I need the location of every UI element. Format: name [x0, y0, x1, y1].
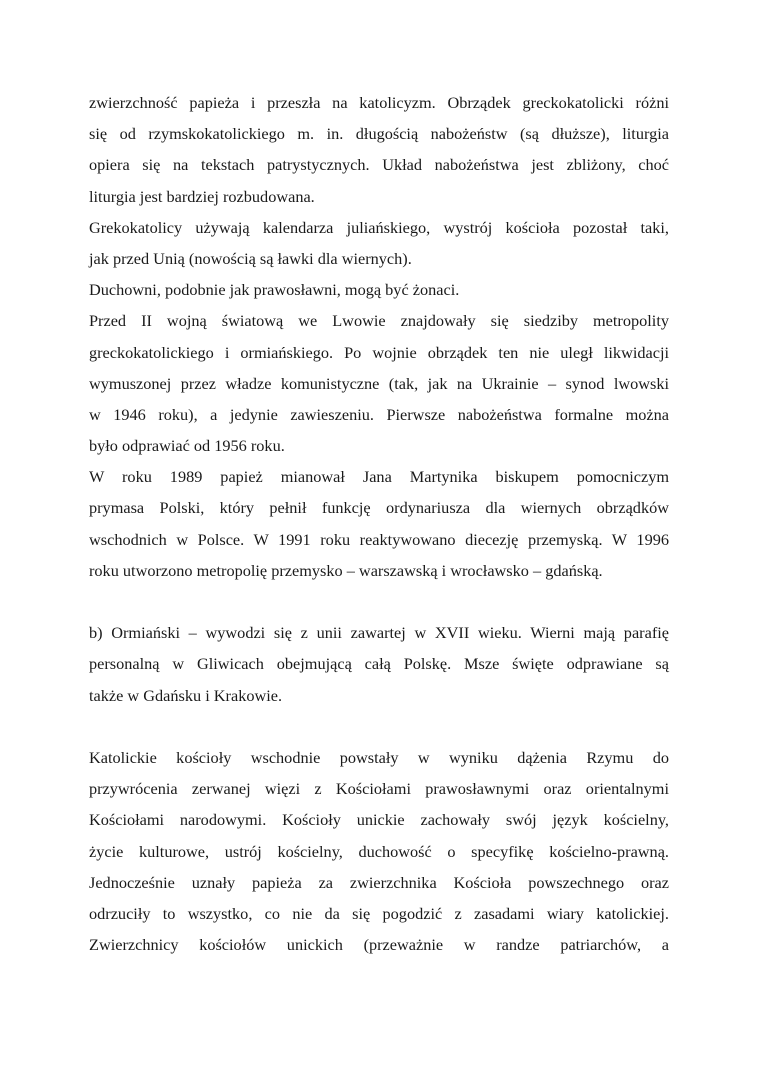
- text-line: roku utworzono metropolię przemysko – warszawską i wrocławsko – gdańską.: [89, 560, 603, 580]
- text-line: Grekokatolicy używają kalendarza juliańskiego, wystrój kościoła pozostał taki,: [89, 217, 669, 237]
- text-line: Katolickie kościoły wschodnie powstały w wyniku dążenia Rzymu do: [89, 747, 669, 767]
- text-line: Jednocześnie uznały papieża za zwierzchnika Kościoła powszechnego oraz: [89, 872, 669, 892]
- text-line: odrzuciły to wszystko, co nie da się pogodzić z zasadami wiary katolickiej.: [89, 903, 669, 923]
- text-line: się od rzymskokatolickiego m. in. długością nabożeństw (są dłuższe), liturgia: [89, 124, 669, 144]
- paragraph: [89, 461, 669, 586]
- paragraph: [89, 305, 669, 461]
- text-line: Duchowni, podobnie jak prawosławni, mogą być żonaci.: [89, 280, 460, 300]
- text-line: także w Gdańsku i Krakowie.: [89, 685, 283, 705]
- paragraph: [89, 212, 669, 274]
- text-line: wschodnich w Polsce. W 1991 roku reaktywowano diecezję przemyską. W 1996: [89, 529, 669, 549]
- text-line: w 1946 roku), a jedynie zawieszeniu. Pierwsze nabożeństwa formalne można: [89, 404, 669, 424]
- text-line: zwierzchność papieża i przeszła na katolicyzm. Obrządek greckokatolicki różni: [89, 93, 669, 112]
- blank-line: [89, 586, 669, 617]
- text-line: wymuszonej przez władze komunistyczne (tak, jak na Ukrainie – synod lwowski: [89, 373, 669, 393]
- text-line: greckokatolickiego i ormiańskiego. Po wojnie obrządek ten nie uległ likwidacji: [89, 342, 669, 362]
- paragraph: [89, 617, 669, 711]
- text-line: życie kulturowe, ustrój kościelny, duchowość o specyfikę kościelno-prawną.: [89, 841, 669, 861]
- text-line: Przed II wojną światową we Lwowie znajdowały się siedziby metropolity: [89, 311, 669, 331]
- text-line: W roku 1989 papież mianował Jana Martynika biskupem pomocniczym: [89, 467, 669, 487]
- text-line: prymasa Polski, który pełnił funkcję ordynariusza dla wiernych obrządków: [89, 498, 669, 518]
- text-line: liturgia jest bardziej rozbudowana.: [89, 186, 315, 206]
- document-body: [89, 87, 669, 960]
- text-line: Zwierzchnicy kościołów unickich (przeważnie w randze patriarchów, a: [89, 935, 669, 955]
- text-line: jak przed Unią (nowością są ławki dla wiernych).: [89, 248, 412, 268]
- paragraph: [89, 274, 669, 305]
- blank-line: [89, 711, 669, 742]
- paragraph: [89, 742, 669, 960]
- text-line: b) Ormiański – wywodzi się z unii zawartej w XVII wieku. Wierni mają parafię: [89, 623, 669, 643]
- text-line: Kościołami narodowymi. Kościoły unickie zachowały swój język kościelny,: [89, 810, 669, 830]
- text-line: opiera się na tekstach patrystycznych. Układ nabożeństwa jest zbliżony, choć: [89, 155, 669, 175]
- text-line: przywrócenia zerwanej więzi z Kościołami prawosławnymi oraz orientalnymi: [89, 779, 669, 799]
- text-line: personalną w Gliwicach obejmującą całą Polskę. Msze święte odprawiane są: [89, 654, 669, 674]
- text-line: było odprawiać od 1956 roku.: [89, 436, 285, 456]
- paragraph: [89, 87, 669, 212]
